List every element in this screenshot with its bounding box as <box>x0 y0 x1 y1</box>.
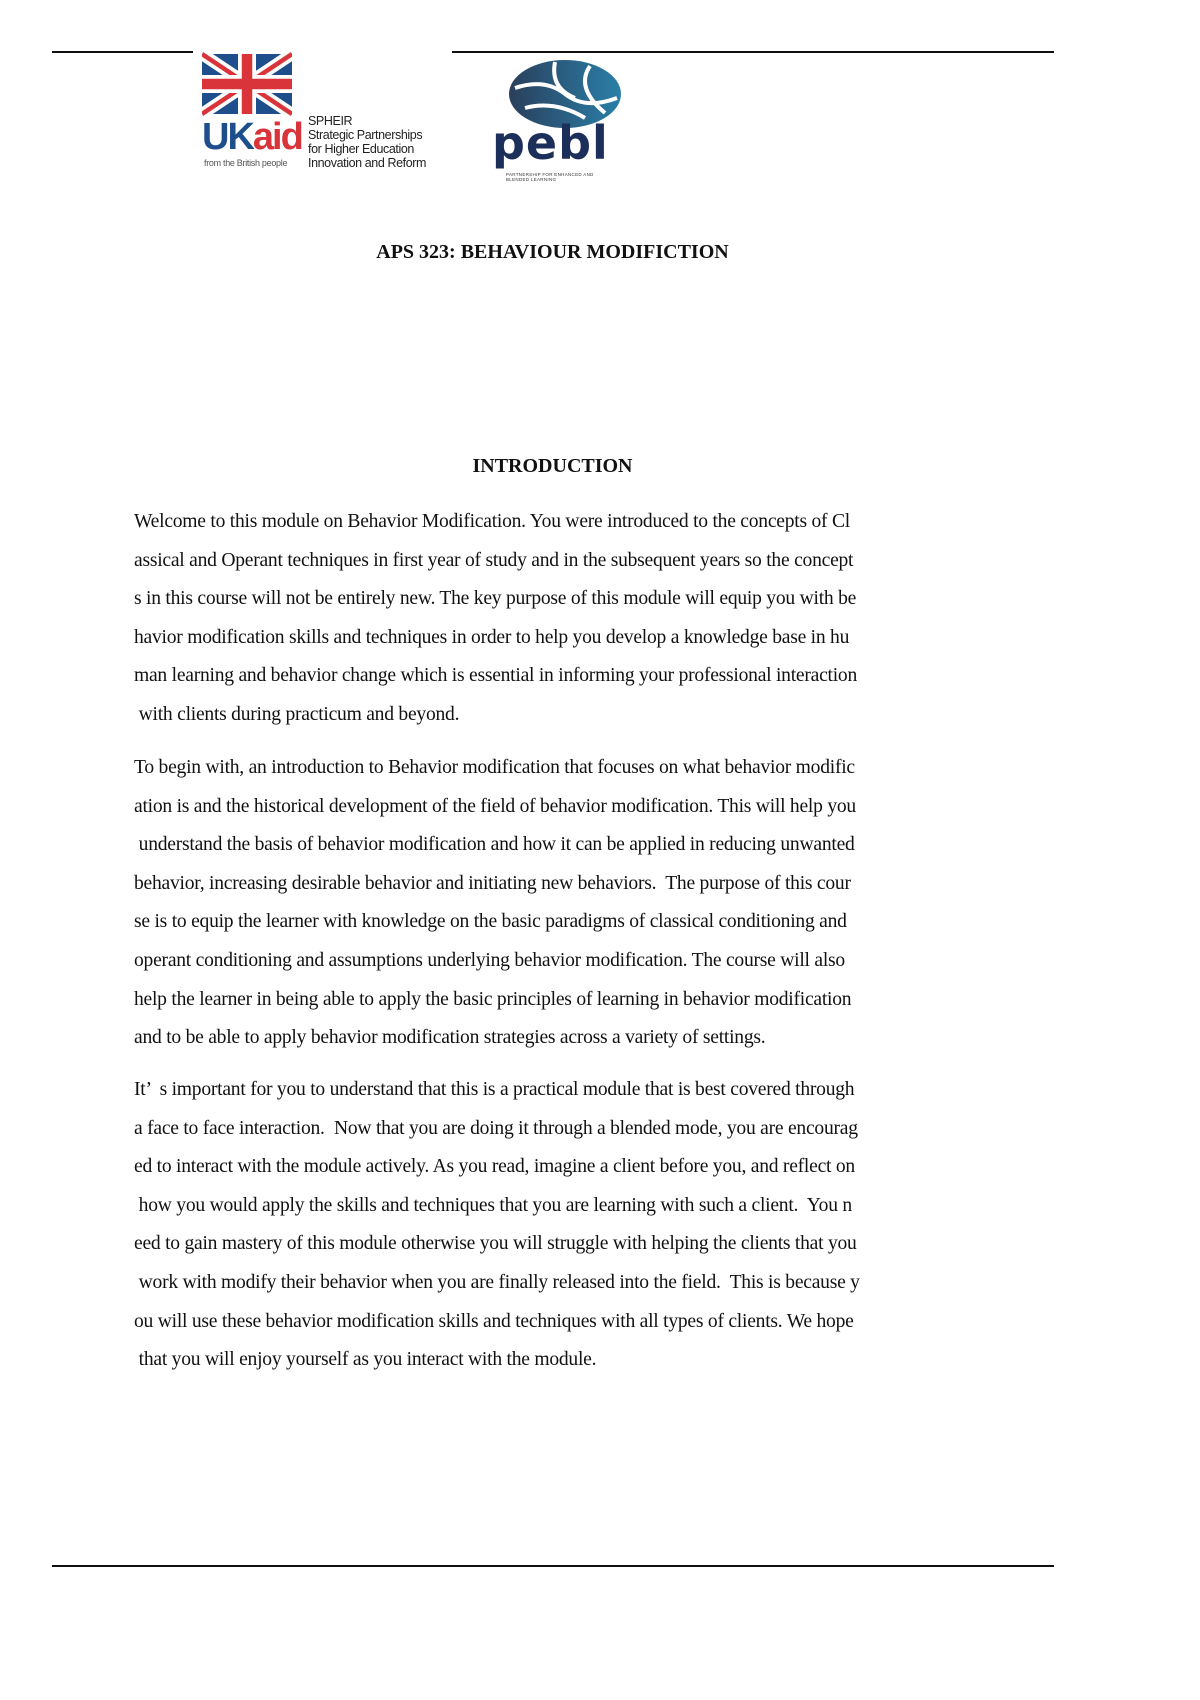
section-heading: INTRODUCTION <box>472 455 633 477</box>
text-line: s in this course will not be entirely new. The key purpose of this module will equip you with be <box>134 588 857 610</box>
ukaid-wordmark: UKaid <box>202 116 302 158</box>
text-line: It’ s important for you to understand that this is a practical module that is best covered through <box>134 1079 855 1100</box>
text-line: ation is and the historical development of the field of behavior modification. This will help you <box>134 795 856 817</box>
document-title: APS 323: BEHAVIOUR MODIFICTION <box>376 241 729 263</box>
text-line: assical and Operant techniques in first year of study and in the subsequent years so the concept <box>134 549 854 571</box>
text-line: and to be able to apply behavior modification strategies across a variety of settings. <box>134 1027 766 1049</box>
text-line: help the learner in being able to apply the basic principles of learning in behavior modification <box>134 988 852 1010</box>
text-line: ou will use these behavior modification skills and techniques with all types of clients. We hope <box>134 1310 854 1332</box>
text-line: behavior, increasing desirable behavior and initiating new behaviors. The purpose of this cour <box>134 872 851 894</box>
pebl-logo <box>490 58 640 188</box>
text-line: ed to interact with the module actively. As you read, imagine a client before you, and reflect on <box>134 1156 855 1178</box>
ukaid-tagline: from the British people <box>204 158 288 168</box>
text-line: work with modify their behavior when you are finally released into the field. This is because y <box>134 1271 860 1293</box>
text-line: with clients during practicum and beyond. <box>134 703 460 725</box>
header-rule-right <box>452 51 1054 53</box>
ukaid-spheir-logo <box>202 52 442 177</box>
footer-rule <box>52 1565 1054 1567</box>
text-line: Welcome to this module on Behavior Modification. You were introduced to the concepts of Cl <box>134 511 850 532</box>
text-line: se is to equip the learner with knowledge on the basic paradigms of classical conditioning and <box>134 911 847 933</box>
union-jack-icon <box>202 52 292 116</box>
text-line: havior modification skills and techniques in order to help you develop a knowledge base in hu <box>134 626 850 648</box>
text-line: To begin with, an introduction to Behavior modification that focuses on what behavior modific <box>134 757 855 778</box>
pebl-wordmark: pebl <box>492 116 609 170</box>
header-rule-left <box>52 51 193 53</box>
paragraph-3 <box>134 1071 860 1380</box>
text-line: how you would apply the skills and techniques that you are learning with such a client. You n <box>134 1194 852 1216</box>
text-line: man learning and behavior change which is essential in informing your professional interaction <box>134 665 858 687</box>
paragraph-2 <box>134 749 856 1058</box>
spheir-text: SPHEIR Strategic Partnerships for Higher Education Innovation and Reform <box>308 114 427 170</box>
text-line: a face to face interaction. Now that you are doing it through a blended mode, you are encourag <box>134 1117 858 1139</box>
text-line: eed to gain mastery of this module otherwise you will struggle with helping the clients that you <box>134 1233 857 1255</box>
paragraph-1 <box>134 503 857 735</box>
text-line: operant conditioning and assumptions underlying behavior modification. The course will also <box>134 949 845 971</box>
text-line: understand the basis of behavior modification and how it can be applied in reducing unwanted <box>134 834 855 856</box>
text-line: that you will enjoy yourself as you interact with the module. <box>134 1349 597 1371</box>
pebl-tagline: PARTNERSHIP FOR ENHANCED AND BLENDED LEARNING <box>506 172 594 182</box>
